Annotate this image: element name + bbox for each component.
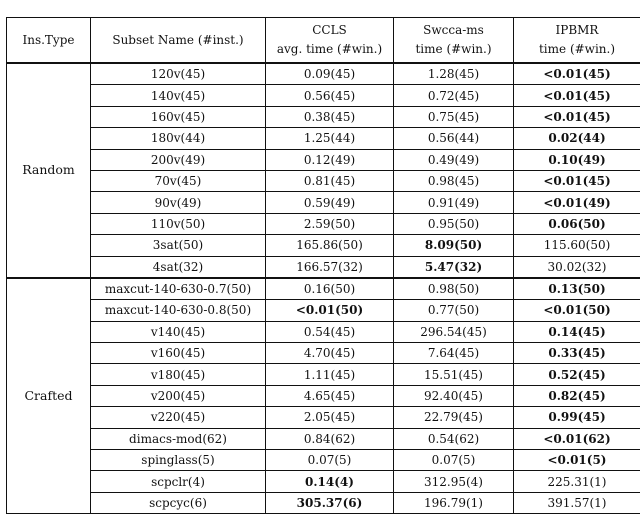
table-row bbox=[7, 492, 640, 513]
ipbmr-time-cell: 0.99(45) bbox=[514, 407, 640, 428]
ipbmr-time-cell: 0.52(45) bbox=[514, 364, 640, 385]
subset-name-cell: v180(45) bbox=[91, 364, 266, 385]
table-row bbox=[7, 149, 640, 170]
subset-name-cell: 90v(49) bbox=[91, 192, 266, 213]
results-table bbox=[6, 17, 640, 514]
ipbmr-time-cell: <0.01(45) bbox=[514, 170, 640, 191]
ccls-time-cell: 0.56(45) bbox=[266, 85, 394, 106]
header-ccls bbox=[266, 18, 394, 64]
ccls-time-cell: 4.65(45) bbox=[266, 385, 394, 406]
table-body bbox=[7, 63, 640, 514]
header-row bbox=[7, 18, 640, 64]
header-ipbmr-metric: time (#win.) bbox=[538, 42, 616, 56]
subset-name-cell: 200v(49) bbox=[91, 149, 266, 170]
ccls-time-cell: 0.38(45) bbox=[266, 106, 394, 127]
table-row bbox=[7, 85, 640, 106]
table-row bbox=[7, 256, 640, 278]
ccls-time-cell: 0.81(45) bbox=[266, 170, 394, 191]
table-row bbox=[7, 385, 640, 406]
table-row bbox=[7, 63, 640, 85]
ipbmr-time-cell: <0.01(62) bbox=[514, 428, 640, 449]
ipbmr-time-cell: 0.02(44) bbox=[514, 128, 640, 149]
table-row bbox=[7, 343, 640, 364]
swcca-time-cell: 0.72(45) bbox=[394, 85, 514, 106]
table-row bbox=[7, 128, 640, 149]
ipbmr-time-cell: 225.31(1) bbox=[514, 471, 640, 492]
ccls-time-cell: 0.84(62) bbox=[266, 428, 394, 449]
swcca-time-cell: 8.09(50) bbox=[394, 235, 514, 256]
table-row bbox=[7, 364, 640, 385]
ipbmr-time-cell: 0.13(50) bbox=[514, 278, 640, 300]
swcca-time-cell: 0.07(5) bbox=[394, 450, 514, 471]
ccls-time-cell: 0.12(49) bbox=[266, 149, 394, 170]
swcca-time-cell: 0.95(50) bbox=[394, 213, 514, 234]
ipbmr-time-cell: <0.01(49) bbox=[514, 192, 640, 213]
header-swcca bbox=[394, 18, 514, 64]
subset-name-cell: maxcut-140-630-0.8(50) bbox=[91, 300, 266, 321]
subset-name-cell: scpcyc(6) bbox=[91, 492, 266, 513]
table-row bbox=[7, 407, 640, 428]
ccls-time-cell: 165.86(50) bbox=[266, 235, 394, 256]
swcca-time-cell: 5.47(32) bbox=[394, 256, 514, 278]
subset-name-cell: spinglass(5) bbox=[91, 450, 266, 471]
subset-name-cell: dimacs-mod(62) bbox=[91, 428, 266, 449]
header-ipbmr bbox=[514, 18, 640, 64]
header-ccls-metric: avg. time (#win.) bbox=[276, 42, 383, 56]
table-row bbox=[7, 106, 640, 127]
ipbmr-time-cell: 30.02(32) bbox=[514, 256, 640, 278]
swcca-time-cell: 0.91(49) bbox=[394, 192, 514, 213]
table-row bbox=[7, 170, 640, 191]
table-row bbox=[7, 300, 640, 321]
header-ccls-name: CCLS bbox=[312, 23, 347, 37]
table-row bbox=[7, 278, 640, 300]
header-ipbmr-name: IPBMR bbox=[555, 23, 599, 37]
ccls-time-cell: 166.57(32) bbox=[266, 256, 394, 278]
ipbmr-time-cell: <0.01(45) bbox=[514, 63, 640, 85]
swcca-time-cell: 7.64(45) bbox=[394, 343, 514, 364]
ccls-time-cell: 0.59(49) bbox=[266, 192, 394, 213]
swcca-time-cell: 0.56(44) bbox=[394, 128, 514, 149]
table-row bbox=[7, 450, 640, 471]
ccls-time-cell: 0.14(4) bbox=[266, 471, 394, 492]
swcca-time-cell: 296.54(45) bbox=[394, 321, 514, 342]
swcca-time-cell: 196.79(1) bbox=[394, 492, 514, 513]
subset-name-cell: v160(45) bbox=[91, 343, 266, 364]
swcca-time-cell: 312.95(4) bbox=[394, 471, 514, 492]
table-row bbox=[7, 428, 640, 449]
ccls-time-cell: <0.01(50) bbox=[266, 300, 394, 321]
ccls-time-cell: 0.09(45) bbox=[266, 63, 394, 85]
instance-type-cell: Random bbox=[7, 63, 91, 278]
ipbmr-time-cell: 0.10(49) bbox=[514, 149, 640, 170]
table-row bbox=[7, 471, 640, 492]
swcca-time-cell: 0.98(50) bbox=[394, 278, 514, 300]
subset-name-cell: 180v(44) bbox=[91, 128, 266, 149]
subset-name-cell: v200(45) bbox=[91, 385, 266, 406]
swcca-time-cell: 1.28(45) bbox=[394, 63, 514, 85]
ipbmr-time-cell: 0.14(45) bbox=[514, 321, 640, 342]
ccls-time-cell: 1.25(44) bbox=[266, 128, 394, 149]
subset-name-cell: scpclr(4) bbox=[91, 471, 266, 492]
ipbmr-time-cell: <0.01(50) bbox=[514, 300, 640, 321]
subset-name-cell: 4sat(32) bbox=[91, 256, 266, 278]
ipbmr-time-cell: <0.01(45) bbox=[514, 106, 640, 127]
ipbmr-time-cell: 391.57(1) bbox=[514, 492, 640, 513]
ccls-time-cell: 0.16(50) bbox=[266, 278, 394, 300]
table-row bbox=[7, 321, 640, 342]
header-subset-name: Subset Name (#inst.) bbox=[91, 18, 266, 64]
table-row bbox=[7, 192, 640, 213]
header-ins-type: Ins.Type bbox=[7, 18, 91, 64]
subset-name-cell: 70v(45) bbox=[91, 170, 266, 191]
ccls-time-cell: 0.54(45) bbox=[266, 321, 394, 342]
subset-name-cell: 160v(45) bbox=[91, 106, 266, 127]
header-swcca-metric: time (#win.) bbox=[415, 42, 492, 56]
swcca-time-cell: 22.79(45) bbox=[394, 407, 514, 428]
swcca-time-cell: 0.98(45) bbox=[394, 170, 514, 191]
instance-type-cell: Crafted bbox=[7, 278, 91, 514]
subset-name-cell: v140(45) bbox=[91, 321, 266, 342]
subset-name-cell: v220(45) bbox=[91, 407, 266, 428]
ccls-time-cell: 305.37(6) bbox=[266, 492, 394, 513]
subset-name-cell: 140v(45) bbox=[91, 85, 266, 106]
swcca-time-cell: 92.40(45) bbox=[394, 385, 514, 406]
ccls-time-cell: 2.59(50) bbox=[266, 213, 394, 234]
swcca-time-cell: 0.77(50) bbox=[394, 300, 514, 321]
table-row bbox=[7, 213, 640, 234]
subset-name-cell: maxcut-140-630-0.7(50) bbox=[91, 278, 266, 300]
swcca-time-cell: 15.51(45) bbox=[394, 364, 514, 385]
ccls-time-cell: 2.05(45) bbox=[266, 407, 394, 428]
ipbmr-time-cell: <0.01(45) bbox=[514, 85, 640, 106]
ipbmr-time-cell: <0.01(5) bbox=[514, 450, 640, 471]
ccls-time-cell: 4.70(45) bbox=[266, 343, 394, 364]
ccls-time-cell: 0.07(5) bbox=[266, 450, 394, 471]
table-row bbox=[7, 235, 640, 256]
swcca-time-cell: 0.49(49) bbox=[394, 149, 514, 170]
subset-name-cell: 110v(50) bbox=[91, 213, 266, 234]
subset-name-cell: 3sat(50) bbox=[91, 235, 266, 256]
subset-name-cell: 120v(45) bbox=[91, 63, 266, 85]
header-swcca-name: Swcca-ms bbox=[423, 23, 484, 37]
ipbmr-time-cell: 115.60(50) bbox=[514, 235, 640, 256]
ipbmr-time-cell: 0.06(50) bbox=[514, 213, 640, 234]
ipbmr-time-cell: 0.82(45) bbox=[514, 385, 640, 406]
swcca-time-cell: 0.54(62) bbox=[394, 428, 514, 449]
table-caption-clipped bbox=[0, 0, 640, 14]
ipbmr-time-cell: 0.33(45) bbox=[514, 343, 640, 364]
swcca-time-cell: 0.75(45) bbox=[394, 106, 514, 127]
ccls-time-cell: 1.11(45) bbox=[266, 364, 394, 385]
